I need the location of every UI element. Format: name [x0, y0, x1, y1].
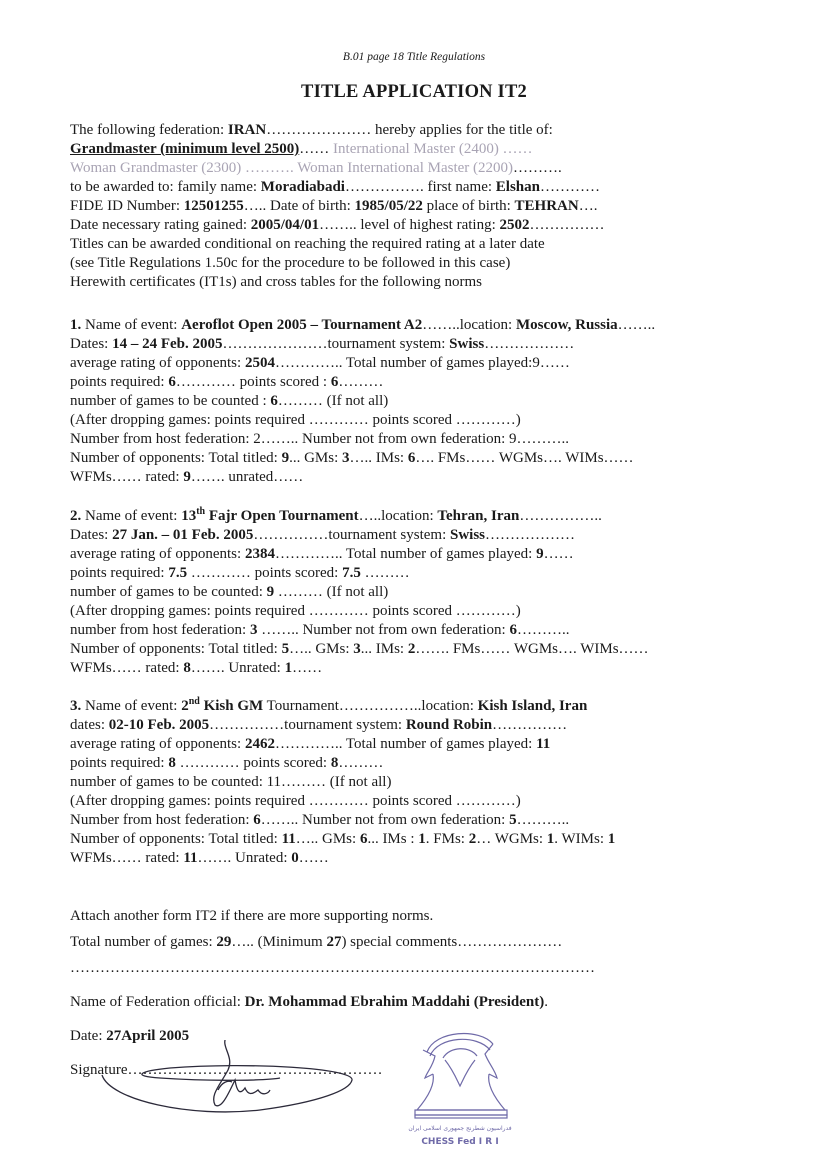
intro-line: [70, 159, 562, 178]
form-text: to be awarded to: family name:: [70, 179, 261, 195]
form-text: ……. FMs…… WGMs…. WIMs……: [415, 641, 649, 657]
form-text: ……: [292, 660, 323, 676]
filled-value: 5: [281, 641, 290, 657]
norm-3-line: [70, 697, 587, 716]
filled-value: 27: [326, 934, 342, 950]
filled-value: 2: [407, 641, 416, 657]
filled-value: 1985/05/22: [354, 198, 423, 214]
form-text: ………….. Total number of games played:9……: [274, 355, 570, 371]
filled-value: 6: [270, 393, 278, 409]
filled-value: 6: [168, 374, 176, 390]
norm-2-line: [70, 507, 602, 526]
form-text: Name of Federation official:: [70, 994, 245, 1010]
form-text: Date necessary rating gained:: [70, 217, 251, 233]
filled-value: Swiss: [450, 527, 486, 543]
filled-value: 2: [181, 698, 189, 714]
federation-stamp: [405, 1022, 515, 1150]
form-text: (After dropping games: points required ………… points scored …………): [70, 603, 521, 619]
form-text: ………… points scored:: [175, 755, 331, 771]
form-text: Woman Grandmaster (2300) ………. Woman International Master (2200): [70, 160, 514, 176]
footer-line: [70, 907, 433, 926]
form-text: ……: [298, 850, 329, 866]
form-text: Dates:: [70, 336, 113, 352]
form-text: Number of opponents: Total titled:: [70, 450, 282, 466]
document-title: TITLE APPLICATION IT2: [301, 82, 527, 102]
filled-value: 12501255: [183, 198, 244, 214]
form-text: …….. Number not from own federation:: [260, 812, 510, 828]
filled-value: Dr. Mohammad Ebrahim Maddahi (President): [244, 994, 545, 1010]
form-text: ……..location:: [422, 317, 516, 333]
filled-value: 0: [291, 850, 299, 866]
form-text: number of games to be counted:: [70, 584, 267, 600]
norm-3-line: [70, 716, 567, 735]
form-text: ………… points scored :: [175, 374, 331, 390]
filled-value: 7.5: [342, 565, 361, 581]
filled-value: nd: [188, 696, 200, 707]
intro-line: [70, 140, 533, 159]
form-text: Number from host federation:: [70, 812, 254, 828]
form-text: ………: [360, 565, 410, 581]
norm-1-line: [70, 430, 569, 449]
filled-value: Kish Island, Iran: [477, 698, 588, 714]
filled-value: 3: [249, 622, 258, 638]
form-text: ………………: [484, 336, 575, 352]
form-text: points required:: [70, 374, 169, 390]
filled-value: 29: [216, 934, 232, 950]
norm-2-line: [70, 583, 388, 602]
intro-line: [70, 273, 482, 292]
form-text: ……. Unrated:: [190, 660, 285, 676]
form-text: ……………..: [519, 508, 602, 524]
filled-value: 9: [183, 469, 191, 485]
form-text: average rating of opponents:: [70, 355, 245, 371]
stamp-arabic-text: فدراسیون شطرنج جمهوری اسلامی ایران: [408, 1125, 512, 1132]
filled-value: Round Robin: [405, 717, 493, 733]
form-text: ……: [543, 546, 574, 562]
filled-value: 2.: [70, 508, 82, 524]
filled-value: 6: [330, 374, 339, 390]
form-text: ….. (Minimum: [231, 934, 327, 950]
filled-value: 1: [546, 831, 555, 847]
intro-line: [70, 216, 605, 235]
form-text: ….. Date of birth:: [243, 198, 355, 214]
filled-value: 8: [168, 755, 176, 771]
form-text: ... GMs:: [289, 450, 342, 466]
form-text: ……………………………………………………………………………………………: [70, 960, 595, 976]
filled-value: th: [196, 506, 206, 517]
form-text: WFMs…… rated:: [70, 850, 184, 866]
form-text: (After dropping games: points required ………… points scored …………): [70, 793, 521, 809]
filled-value: Moradiabadi: [260, 179, 345, 195]
filled-value: 9: [266, 584, 275, 600]
form-text: …. FMs…… WGMs…. WIMs……: [415, 450, 634, 466]
form-text: . FMs:: [425, 831, 469, 847]
filled-value: 9: [536, 546, 544, 562]
filled-value: Fajr Open Tournament: [205, 508, 359, 524]
filled-value: 13: [181, 508, 197, 524]
form-text: Number of opponents: Total titled:: [70, 641, 282, 657]
form-text: ………….. Total number of games played:: [274, 546, 537, 562]
filled-value: 1.: [70, 317, 82, 333]
form-text: ……..: [617, 317, 656, 333]
form-text: …….. level of highest rating:: [319, 217, 500, 233]
filled-value: Swiss: [449, 336, 485, 352]
norm-2-line: [70, 640, 649, 659]
form-text: …………………tournament system:: [222, 336, 450, 352]
filled-value: 3: [342, 450, 350, 466]
intro-line: [70, 254, 510, 273]
form-text: Dates:: [70, 527, 113, 543]
form-text: ………: [338, 374, 384, 390]
intro-line: [70, 178, 600, 197]
form-text: Tournament……………..location:: [263, 698, 478, 714]
form-text: WFMs…… rated:: [70, 660, 184, 676]
intro-line: [70, 235, 545, 254]
filled-value: IRAN: [227, 122, 267, 138]
form-text: ... IMs:: [360, 641, 408, 657]
form-text: …….. Number not from own federation:: [257, 622, 510, 638]
footer-line: [70, 993, 548, 1012]
signature-image: [100, 1040, 400, 1130]
form-text: …..location:: [358, 508, 438, 524]
filled-value: 02-10 Feb. 2005: [108, 717, 210, 733]
filled-value: 5: [509, 812, 517, 828]
form-text: Titles can be awarded conditional on reaching the required rating at a later date: [70, 236, 545, 252]
form-text: average rating of opponents:: [70, 546, 245, 562]
filled-value: Elshan: [495, 179, 540, 195]
norm-2-line: [70, 659, 322, 678]
form-text: (see Title Regulations 1.50c for the procedure to be followed in this case): [70, 255, 511, 271]
form-text: WFMs…… rated:: [70, 469, 184, 485]
filled-value: 9: [281, 450, 290, 466]
norm-2-line: [70, 526, 575, 545]
form-text: number from host federation:: [70, 622, 250, 638]
form-text: ……………: [529, 217, 605, 233]
filled-value: 1: [418, 831, 426, 847]
form-text: Attach another form IT2 if there are more supporting norms.: [70, 908, 434, 924]
norm-1-line: [70, 335, 574, 354]
filled-value: Kish GM: [199, 698, 264, 714]
filled-value: 2: [468, 831, 477, 847]
norm-2-line: [70, 545, 574, 564]
form-text: Name of event:: [81, 508, 182, 524]
form-text: .: [544, 994, 549, 1010]
form-text: International Master (2400) ……: [333, 141, 533, 157]
page-header: B.01 page 18 Title Regulations: [342, 51, 486, 63]
intro-line: [70, 197, 597, 216]
form-text: Number from host federation: 2…….. Number not from own federation: 9………..: [70, 431, 570, 447]
form-text: ……………tournament system:: [253, 527, 450, 543]
form-text: dates:: [70, 717, 109, 733]
filled-value: 6: [253, 812, 261, 828]
filled-value: 6: [407, 450, 416, 466]
form-text: ………………: [485, 527, 576, 543]
form-text: ……… (If not all): [274, 584, 389, 600]
form-text: ……….: [513, 160, 562, 176]
form-text: Signature……………………………………………: [70, 1062, 383, 1078]
form-text: number of games to be counted :: [70, 393, 271, 409]
filled-value: 1: [607, 831, 616, 847]
filled-value: 11: [183, 850, 198, 866]
form-text: ………………… hereby applies for the title of:: [266, 122, 553, 138]
form-text: ……………tournament system:: [209, 717, 406, 733]
form-text: place of birth:: [422, 198, 515, 214]
form-text: ………… points scored:: [187, 565, 343, 581]
stamp-text: CHESS Fed I R I: [421, 1137, 499, 1147]
filled-value: 2005/04/01: [250, 217, 320, 233]
footer-line: [70, 933, 562, 952]
footer-line: [70, 959, 595, 978]
form-text: Total number of games:: [70, 934, 217, 950]
filled-value: 3: [353, 641, 361, 657]
filled-value: 3.: [70, 698, 82, 714]
form-text: ………: [338, 755, 384, 771]
form-text: ….. GMs:: [289, 641, 354, 657]
form-text: ………..: [516, 812, 570, 828]
form-text: points required:: [70, 565, 169, 581]
norm-1-line: [70, 316, 655, 335]
form-text: …………: [540, 179, 600, 195]
filled-value: 11: [281, 831, 296, 847]
filled-value: 2502: [499, 217, 530, 233]
form-text: ….: [578, 198, 598, 214]
filled-value: Tehran, Iran: [437, 508, 520, 524]
form-text: Name of event:: [81, 317, 182, 333]
form-text: Herewith certificates (IT1s) and cross tables for the following norms: [70, 274, 482, 290]
form-text: The following federation:: [70, 122, 228, 138]
norm-2-line: [70, 602, 521, 621]
filled-value: Grandmaster (minimum level 2500): [70, 141, 300, 157]
form-text: ….. GMs:: [295, 831, 360, 847]
form-text: ………….. Total number of games played:: [274, 736, 537, 752]
filled-value: 8: [183, 660, 191, 676]
filled-value: Moscow, Russia: [515, 317, 618, 333]
filled-value: 2384: [244, 546, 275, 562]
form-text: points required:: [70, 755, 169, 771]
norm-1-line: [70, 468, 303, 487]
norm-3-line: [70, 792, 521, 811]
filled-value: 1: [284, 660, 293, 676]
form-text: ……. Unrated:: [197, 850, 292, 866]
filled-value: 2504: [244, 355, 275, 371]
norm-1-line: [70, 411, 521, 430]
form-text: Name of event:: [81, 698, 182, 714]
form-text: number of games to be counted: 11……… (If not all): [70, 774, 392, 790]
norm-3-line: [70, 849, 329, 868]
intro-line: [70, 121, 553, 140]
form-text: ……………. first name:: [344, 179, 496, 195]
filled-value: 27 Jan. – 01 Feb. 2005: [112, 527, 254, 543]
filled-value: 27April 2005: [106, 1028, 190, 1044]
filled-value: 8: [330, 755, 339, 771]
form-text: ………..: [516, 622, 570, 638]
filled-value: Aeroflot Open 2005 – Tournament A2: [181, 317, 423, 333]
form-text: … WGMs:: [476, 831, 547, 847]
filled-value: 6: [359, 831, 368, 847]
norm-3-line: [70, 754, 383, 773]
filled-value: 11: [536, 736, 551, 752]
form-text: average rating of opponents:: [70, 736, 245, 752]
form-text: ……. unrated……: [190, 469, 304, 485]
form-text: ... IMs :: [367, 831, 419, 847]
form-text: FIDE ID Number:: [70, 198, 184, 214]
form-text: (After dropping games: points required ………… points scored …………): [70, 412, 521, 428]
norm-2-line: [70, 564, 410, 583]
norm-1-line: [70, 354, 570, 373]
form-text: ……………: [492, 717, 568, 733]
norm-3-line: [70, 811, 569, 830]
filled-value: TEHRAN: [514, 198, 579, 214]
norm-2-line: [70, 621, 569, 640]
form-text: ……… (If not all): [277, 393, 389, 409]
filled-value: 6: [509, 622, 517, 638]
form-text: Date:: [70, 1028, 107, 1044]
form-text: . WIMs:: [554, 831, 608, 847]
form-text: Number of opponents: Total titled:: [70, 831, 282, 847]
filled-value: 14 – 24 Feb. 2005: [112, 336, 223, 352]
form-text: ….. IMs:: [349, 450, 408, 466]
form-text: ) special comments…………………: [341, 934, 563, 950]
norm-3-line: [70, 830, 615, 849]
form-text: ……: [299, 141, 334, 157]
norm-1-line: [70, 392, 388, 411]
norm-1-line: [70, 373, 383, 392]
filled-value: 2462: [244, 736, 275, 752]
norm-1-line: [70, 449, 634, 468]
filled-value: 7.5: [168, 565, 188, 581]
norm-3-line: [70, 735, 550, 754]
norm-3-line: [70, 773, 391, 792]
